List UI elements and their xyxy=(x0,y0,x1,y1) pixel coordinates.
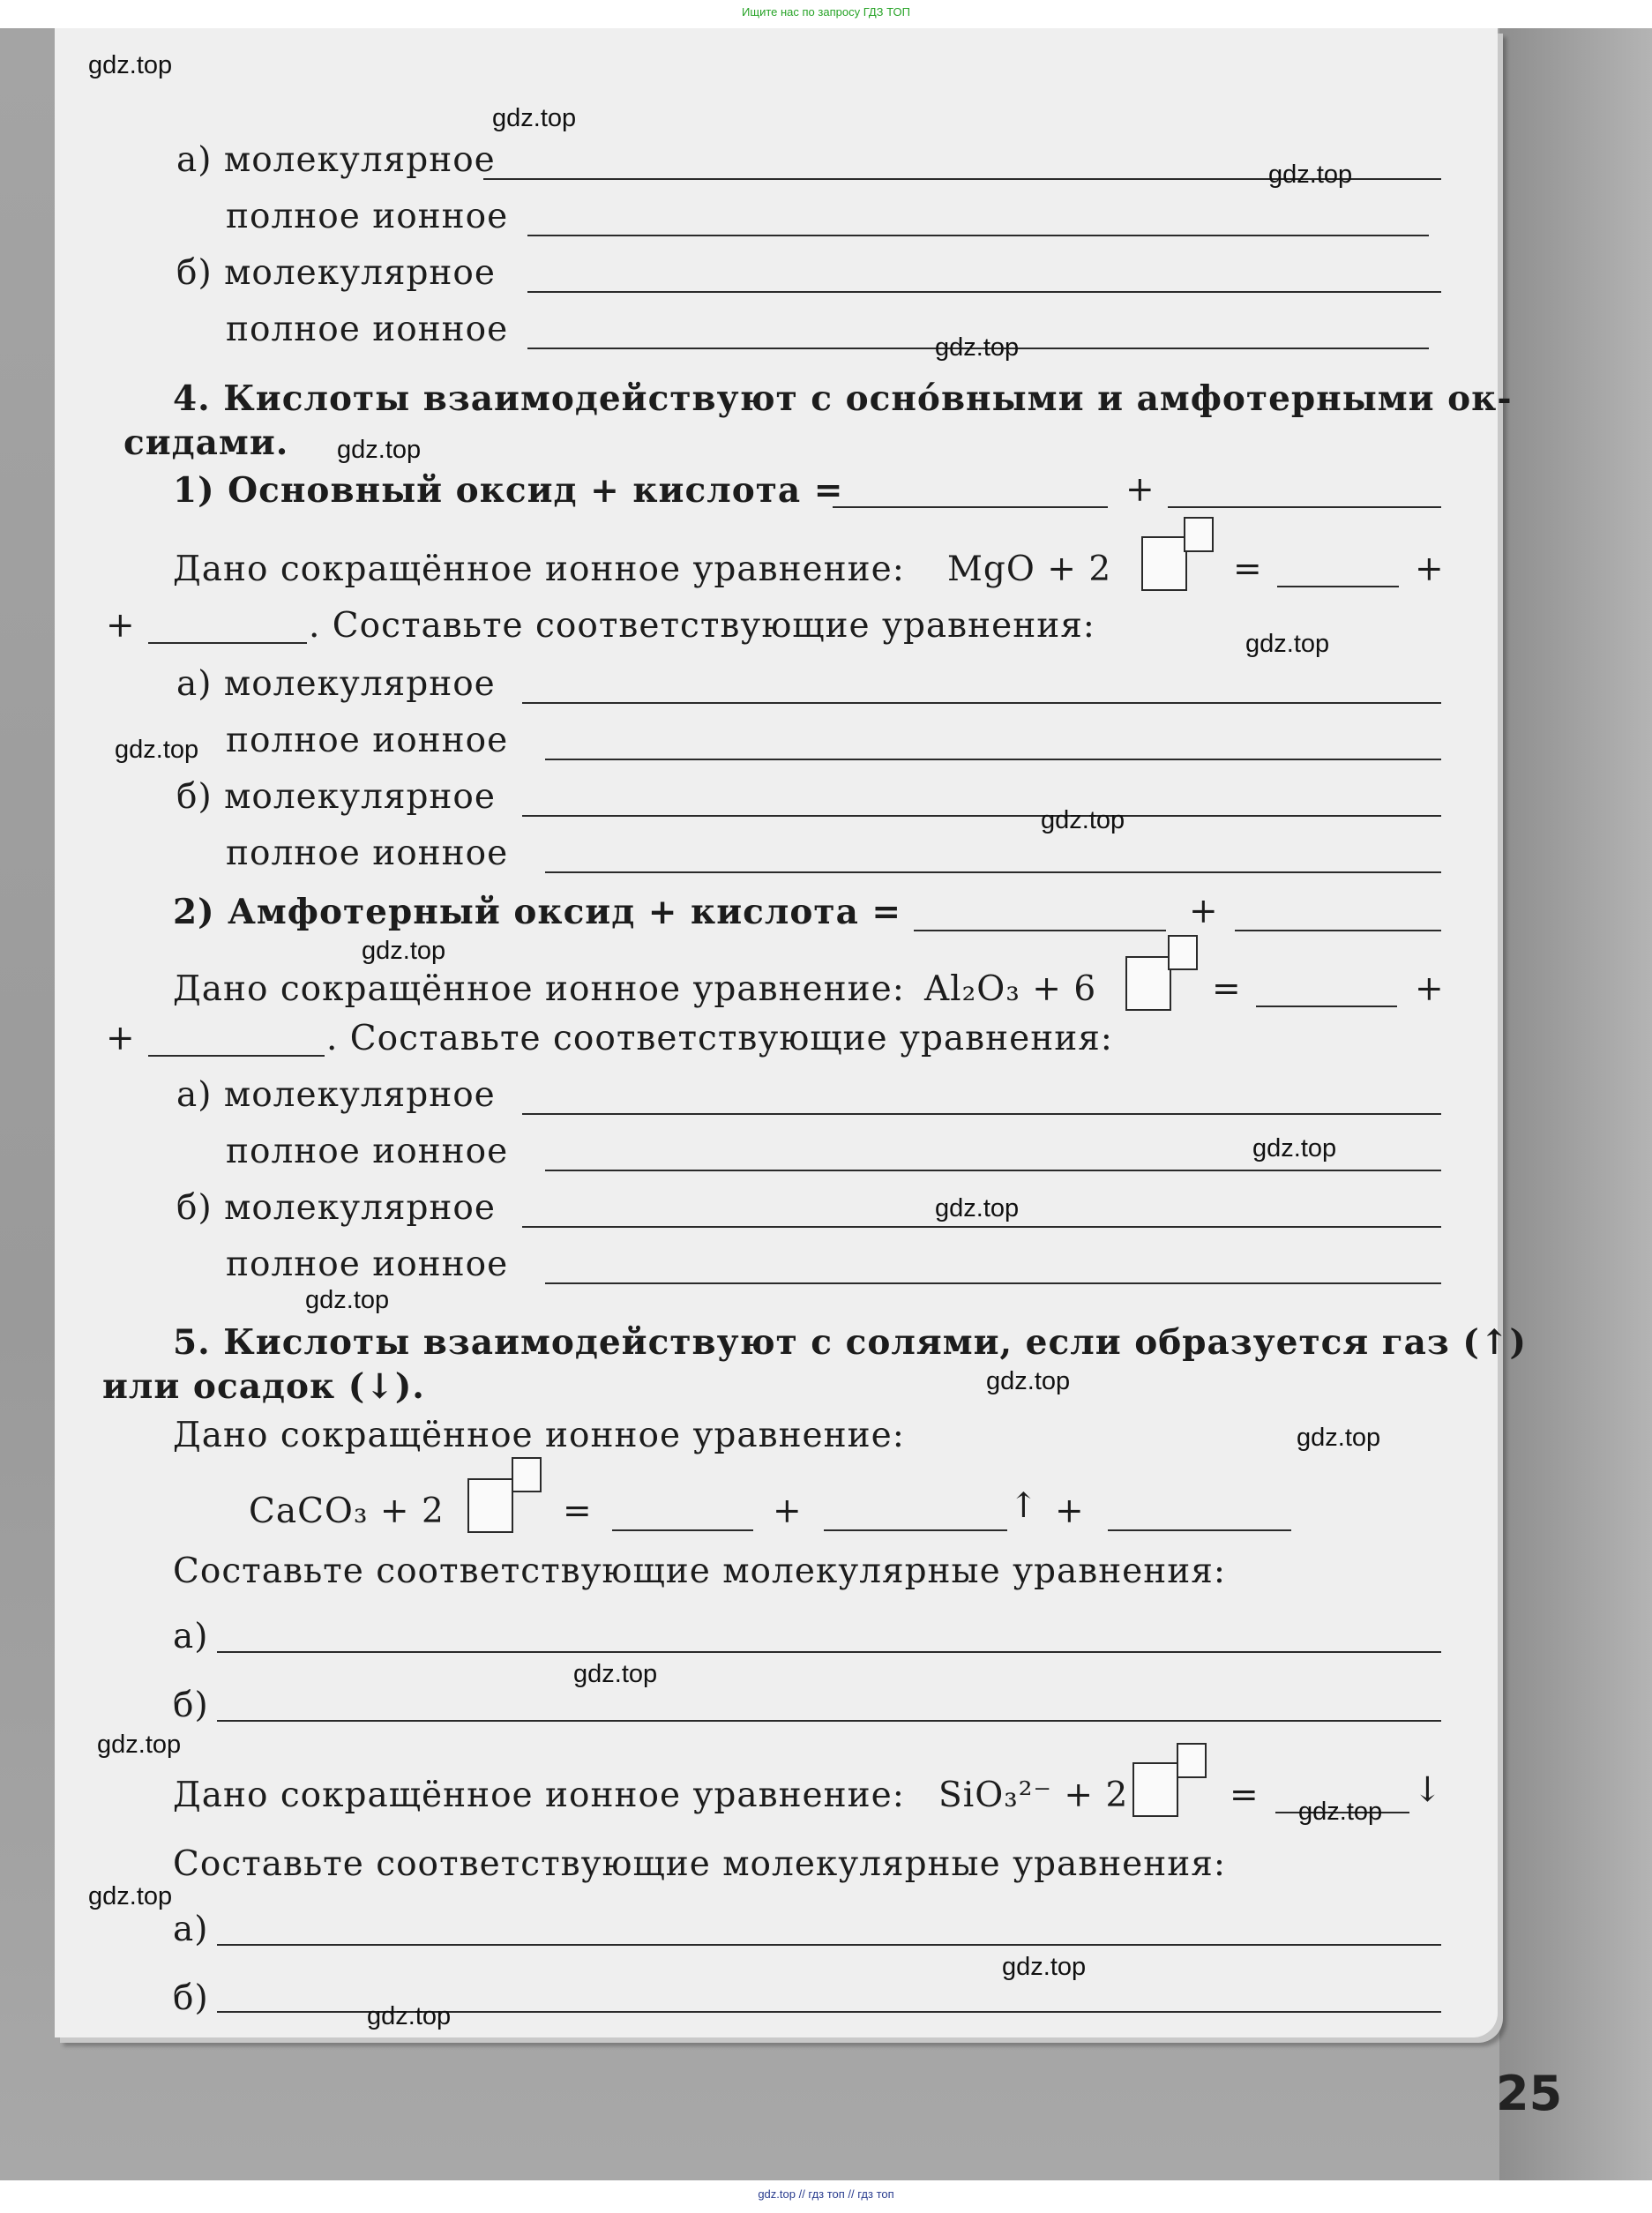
compose-instruction: . Составьте соответствующие уравнения: xyxy=(309,606,1095,646)
answer-line[interactable] xyxy=(1277,586,1399,587)
answer-line[interactable] xyxy=(1168,506,1441,508)
answer-line[interactable] xyxy=(1108,1529,1291,1531)
label-full-ionic: полное ионное xyxy=(226,834,509,873)
charge-box[interactable] xyxy=(1184,517,1214,552)
label-b-molecular: б) молекулярное xyxy=(176,777,496,817)
label-b: б) xyxy=(173,1686,209,1725)
given-label: Дано сокращённое ионное уравнение: xyxy=(173,1776,905,1815)
charge-box[interactable] xyxy=(512,1457,542,1492)
watermark: gdz.top xyxy=(986,1367,1071,1395)
plus-sign: + xyxy=(1415,550,1445,589)
gas-arrow: ↑ xyxy=(1009,1486,1039,1526)
answer-line[interactable] xyxy=(527,235,1429,236)
label-full-ionic: полное ионное xyxy=(226,310,509,349)
sio3-formula: SiO₃²⁻ + 2 xyxy=(938,1776,1129,1815)
watermark: gdz.top xyxy=(305,1286,390,1314)
answer-line[interactable] xyxy=(522,1113,1441,1115)
equals-sign: = xyxy=(1212,969,1242,1009)
label-a: а) xyxy=(173,1617,209,1656)
answer-line[interactable] xyxy=(148,642,307,644)
label-full-ionic: полное ионное xyxy=(226,197,509,236)
watermark: gdz.top xyxy=(367,2002,452,2030)
charge-box[interactable] xyxy=(1168,935,1198,970)
answer-line[interactable] xyxy=(527,291,1441,293)
answer-line[interactable] xyxy=(833,506,1108,508)
watermark: gdz.top xyxy=(97,1731,182,1759)
plus-sign: + xyxy=(773,1492,803,1531)
plus-sign: + xyxy=(1415,969,1445,1009)
answer-line[interactable] xyxy=(522,1226,1441,1228)
answer-box[interactable] xyxy=(1141,536,1187,591)
answer-line[interactable] xyxy=(545,1282,1441,1284)
label-a-molecular: а) молекулярное xyxy=(176,664,496,704)
watermark: gdz.top xyxy=(1245,630,1330,658)
watermark: gdz.top xyxy=(1268,161,1353,189)
watermark: gdz.top xyxy=(88,51,173,79)
item5-title-line1: 5. Кислоты взаимодействуют с солями, если образуется газ (↑) xyxy=(173,1322,1527,1363)
equals-sign: = xyxy=(1230,1776,1260,1815)
watermark: gdz.top xyxy=(573,1660,658,1688)
basic-oxide-equation: 1) Основный оксид + кислота = xyxy=(173,470,844,511)
answer-line[interactable] xyxy=(545,759,1441,760)
watermark: gdz.top xyxy=(337,436,422,464)
al2o3-formula: Al₂O₃ + 6 xyxy=(924,969,1097,1009)
watermark: gdz.top xyxy=(1297,1424,1381,1452)
label-full-ionic: полное ионное xyxy=(226,1132,509,1171)
item5-title-line2: или осадок (↓). xyxy=(102,1366,425,1407)
right-band xyxy=(1499,28,1652,2180)
answer-line[interactable] xyxy=(545,1170,1441,1171)
plus-sign: + xyxy=(1125,470,1155,510)
watermark: gdz.top xyxy=(115,736,199,764)
caco3-formula: CaCO₃ + 2 xyxy=(249,1492,445,1531)
watermark: gdz.top xyxy=(88,1882,173,1910)
answer-line[interactable] xyxy=(148,1055,325,1057)
answer-line[interactable] xyxy=(217,1720,1441,1722)
answer-line[interactable] xyxy=(914,930,1166,931)
answer-box[interactable] xyxy=(1132,1762,1178,1817)
given-label: Дано сокращённое ионное уравнение: xyxy=(173,550,905,589)
charge-box[interactable] xyxy=(1177,1743,1207,1778)
watermark: gdz.top xyxy=(1252,1134,1337,1163)
answer-line[interactable] xyxy=(522,815,1441,817)
equals-sign: = xyxy=(563,1492,593,1531)
watermark: gdz.top xyxy=(492,104,577,132)
compose-molecular: Составьте соответствующие молекулярные уравнения: xyxy=(173,1844,1226,1884)
label-a-molecular: а) молекулярное xyxy=(176,1075,496,1115)
compose-instruction: . Составьте соответствующие уравнения: xyxy=(326,1019,1113,1058)
label-b-molecular: б) молекулярное xyxy=(176,253,496,293)
watermark: gdz.top xyxy=(1002,1953,1087,1981)
answer-line[interactable] xyxy=(1256,1006,1397,1007)
bottom-banner: gdz.top // гдз топ // гдз топ xyxy=(758,2187,894,2201)
compose-molecular: Составьте соответствующие молекулярные уравнения: xyxy=(173,1551,1226,1591)
plus-sign: + xyxy=(106,1019,136,1058)
answer-line[interactable] xyxy=(824,1529,1007,1531)
answer-line[interactable] xyxy=(522,702,1441,704)
watermark: gdz.top xyxy=(935,1194,1020,1222)
plus-sign: + xyxy=(1055,1492,1085,1531)
label-a: а) xyxy=(173,1910,209,1949)
label-a-molecular: а) молекулярное xyxy=(176,140,496,180)
label-full-ionic: полное ионное xyxy=(226,721,509,760)
precipitate-arrow: ↓ xyxy=(1413,1770,1443,1810)
answer-line[interactable] xyxy=(217,1944,1441,1946)
given-label: Дано сокращённое ионное уравнение: xyxy=(173,1416,905,1455)
mgo-formula: MgO + 2 xyxy=(947,550,1112,589)
top-banner: Ищите нас по запросу ГДЗ ТОП xyxy=(742,5,910,19)
item4-title-line1: 4. Кислоты взаимодействуют с осно́вными и амфотерными ок- xyxy=(173,378,1513,419)
answer-line[interactable] xyxy=(545,871,1441,873)
equals-sign: = xyxy=(1233,550,1263,589)
item4-title-line2: сидами. xyxy=(123,422,289,463)
watermark: gdz.top xyxy=(362,937,446,965)
plus-sign: + xyxy=(106,606,136,646)
answer-line[interactable] xyxy=(612,1529,753,1531)
label-b: б) xyxy=(173,1978,209,2018)
page-number: 25 xyxy=(1496,2066,1563,2121)
amphoteric-oxide-equation: 2) Амфотерный оксид + кислота = xyxy=(173,892,902,932)
label-b-molecular: б) молекулярное xyxy=(176,1188,496,1228)
answer-box[interactable] xyxy=(467,1478,513,1533)
plus-sign: + xyxy=(1189,892,1219,931)
given-label: Дано сокращённое ионное уравнение: xyxy=(173,969,905,1009)
answer-line[interactable] xyxy=(217,1651,1441,1653)
answer-box[interactable] xyxy=(1125,956,1171,1011)
answer-line[interactable] xyxy=(1235,930,1441,931)
watermark: gdz.top xyxy=(1298,1798,1383,1826)
label-full-ionic: полное ионное xyxy=(226,1245,509,1284)
watermark: gdz.top xyxy=(935,333,1020,362)
watermark: gdz.top xyxy=(1041,806,1125,834)
